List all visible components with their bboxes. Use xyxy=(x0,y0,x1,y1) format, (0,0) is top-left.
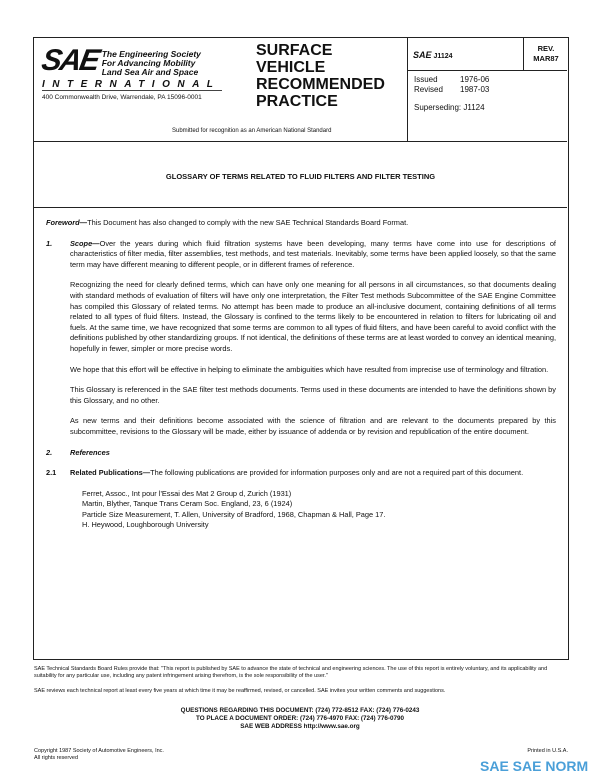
reference-list xyxy=(46,489,556,531)
revised-label: Revised xyxy=(414,85,443,94)
foreword xyxy=(46,218,556,229)
section-label: Scope— xyxy=(70,238,100,248)
web-address: SAE WEB ADDRESS http://www.sae.org xyxy=(240,723,360,730)
international-label: INTERNATIONAL xyxy=(42,79,221,90)
society-line: For Advancing Mobility xyxy=(101,58,196,68)
review-note: SAE reviews each technical report at least every five years at which time it may be reaffirmed, revised, or cancelled. SAE invites your written comments and suggestions. xyxy=(34,688,446,694)
reference-item: Particle Size Measurement, T. Allen, University of Bradford, 1968, Chapman & Hall, Page 17. xyxy=(82,509,386,519)
contact-info xyxy=(0,707,600,731)
rules-note: SAE Technical Standards Board Rules provide that: "This report is published by SAE to advance the state of technical and engineering sciences. The use of this report is entirely voluntary, and its applicability and suitability for any particular use, including any patent infringement arising therefrom, is the sole responsibility of the user." xyxy=(34,666,548,679)
section-number: 1. xyxy=(46,238,53,248)
reference-item: H. Heywood, Loughborough University xyxy=(82,520,209,530)
rights-text: All rights reserved xyxy=(34,755,79,761)
section-number: 2. xyxy=(46,447,53,457)
doc-number-value: J1124 xyxy=(433,53,453,60)
society-text xyxy=(102,50,201,77)
sae-mark: SAE xyxy=(413,50,432,60)
revision xyxy=(523,38,568,71)
paragraph-text: The following publications are provided for information purposes only and are not a required part of this document. xyxy=(150,468,524,478)
paragraph: As new terms and their definitions become associated with the science of filtration and are relevant to the documents prepared by this subcommittee, revisions to the Glossary will be made, either by issuance of addenda or by revision and republication of the entire document. xyxy=(70,416,556,436)
title-line: PRACTICE xyxy=(256,93,338,110)
questions-line: QUESTIONS REGARDING THIS DOCUMENT: (724) 772-8512 FAX: (724) 776-0243 xyxy=(180,707,420,714)
rev-value: MAR87 xyxy=(533,54,559,63)
section-scope xyxy=(46,239,556,438)
issued-label: Issued xyxy=(414,75,438,84)
document-body xyxy=(46,218,556,541)
paragraph xyxy=(46,239,556,271)
logo-mark: SAE xyxy=(39,44,101,77)
document-type xyxy=(256,42,385,110)
sae-norm-watermark: SAE SAE NORM xyxy=(480,758,589,774)
paragraph: Recognizing the need for clearly defined terms, which can have only one meaning for all persons in all circumstances, so that documents dealing with standard methods of evaluation of filters will have only one interpretation, the Filter Test methods Subcommittee of the SAE Engine Committee has compiled this Glossary of related terms. No attempt has been made to produce an all-inclusive document, containing definitions of all terms related to all types of fluid filters. Instead, the Glossary is confined to the terms likely to be encountered in relation to filters for lubricating oil and fuels. At the same time, we have recognized that some terms are common to all types of fluid filters, and have been careful to avoid conflict with the definitions published by other standardizing groups. If not identical, the definitions of these terms are at least worded to convey an identical meaning, hopefully in fewer, simpler or more precise words. xyxy=(70,280,556,353)
revised-value: 1987-03 xyxy=(460,85,490,94)
doc-id-row xyxy=(408,38,567,71)
document-title: GLOSSARY OF TERMS RELATED TO FLUID FILTERS AND FILTER TESTING xyxy=(34,142,567,208)
society-line: Land Sea Air and Space xyxy=(101,67,199,77)
paragraph xyxy=(46,468,556,479)
superseding: Superseding: J1124 xyxy=(414,103,485,112)
address: 400 Commonwealth Drive, Warrendale, PA 15096-0001 xyxy=(42,94,202,101)
printed-note: Printed in U.S.A. xyxy=(527,748,568,754)
doc-number xyxy=(413,50,453,60)
copyright-text: Copyright 1987 Society of Automotive Engineers, Inc. xyxy=(34,748,164,754)
document-frame xyxy=(33,37,569,660)
reference-item: Ferret, Assoc., Int pour l'Essai des Mat 2 Group d, Zurich (1931) xyxy=(82,488,292,498)
paragraph: We hope that this effort will be effective in helping to eliminate the ambiguities which have resulted from imprecise use of terminology and filtration. xyxy=(70,364,549,374)
foreword-label: Foreword— xyxy=(46,218,88,227)
dates xyxy=(408,71,567,99)
rev-label: REV. xyxy=(537,44,555,53)
section-label: Related Publications— xyxy=(70,468,151,478)
reference-item: Martin, Blyther, Tanque Trans Ceram Soc. England, 23, 6 (1924) xyxy=(82,499,293,509)
order-line: TO PLACE A DOCUMENT ORDER: (724) 776-4970 FAX: (724) 776-0790 xyxy=(196,715,404,722)
submitted-note: Submitted for recognition as an American National Standard xyxy=(172,128,332,134)
paragraph-text: Over the years during which fluid filtration systems have been developing, many terms have come into use for descriptions of characteristics of filter media, filter assemblies, test methods, and test materials. Inevitably, some terms have been applied loosely, so that the same term may have different meaning to different people, or in different frames of reference. xyxy=(70,238,556,269)
copyright xyxy=(34,748,334,762)
section-related-publications xyxy=(46,468,556,531)
header xyxy=(34,38,567,142)
sae-logo xyxy=(39,44,252,101)
section-references xyxy=(46,448,556,459)
title-line: VEHICLE xyxy=(256,59,326,76)
section-number: 2.1 xyxy=(46,468,57,478)
paragraph: This Glossary is referenced in the SAE filter test methods documents. Terms used in these documents are intended to have the definitions shown by this Glossary, and no other. xyxy=(70,385,556,405)
society-line: The Engineering Society xyxy=(101,49,201,59)
foreword-text: This Document has also changed to comply with the new SAE Technical Standards Board Format. xyxy=(87,218,409,227)
doc-info xyxy=(407,38,567,142)
section-label: References xyxy=(70,447,110,457)
title-line: RECOMMENDED xyxy=(256,76,385,93)
title-line: SURFACE xyxy=(256,42,333,59)
issued-value: 1976-06 xyxy=(460,75,490,84)
